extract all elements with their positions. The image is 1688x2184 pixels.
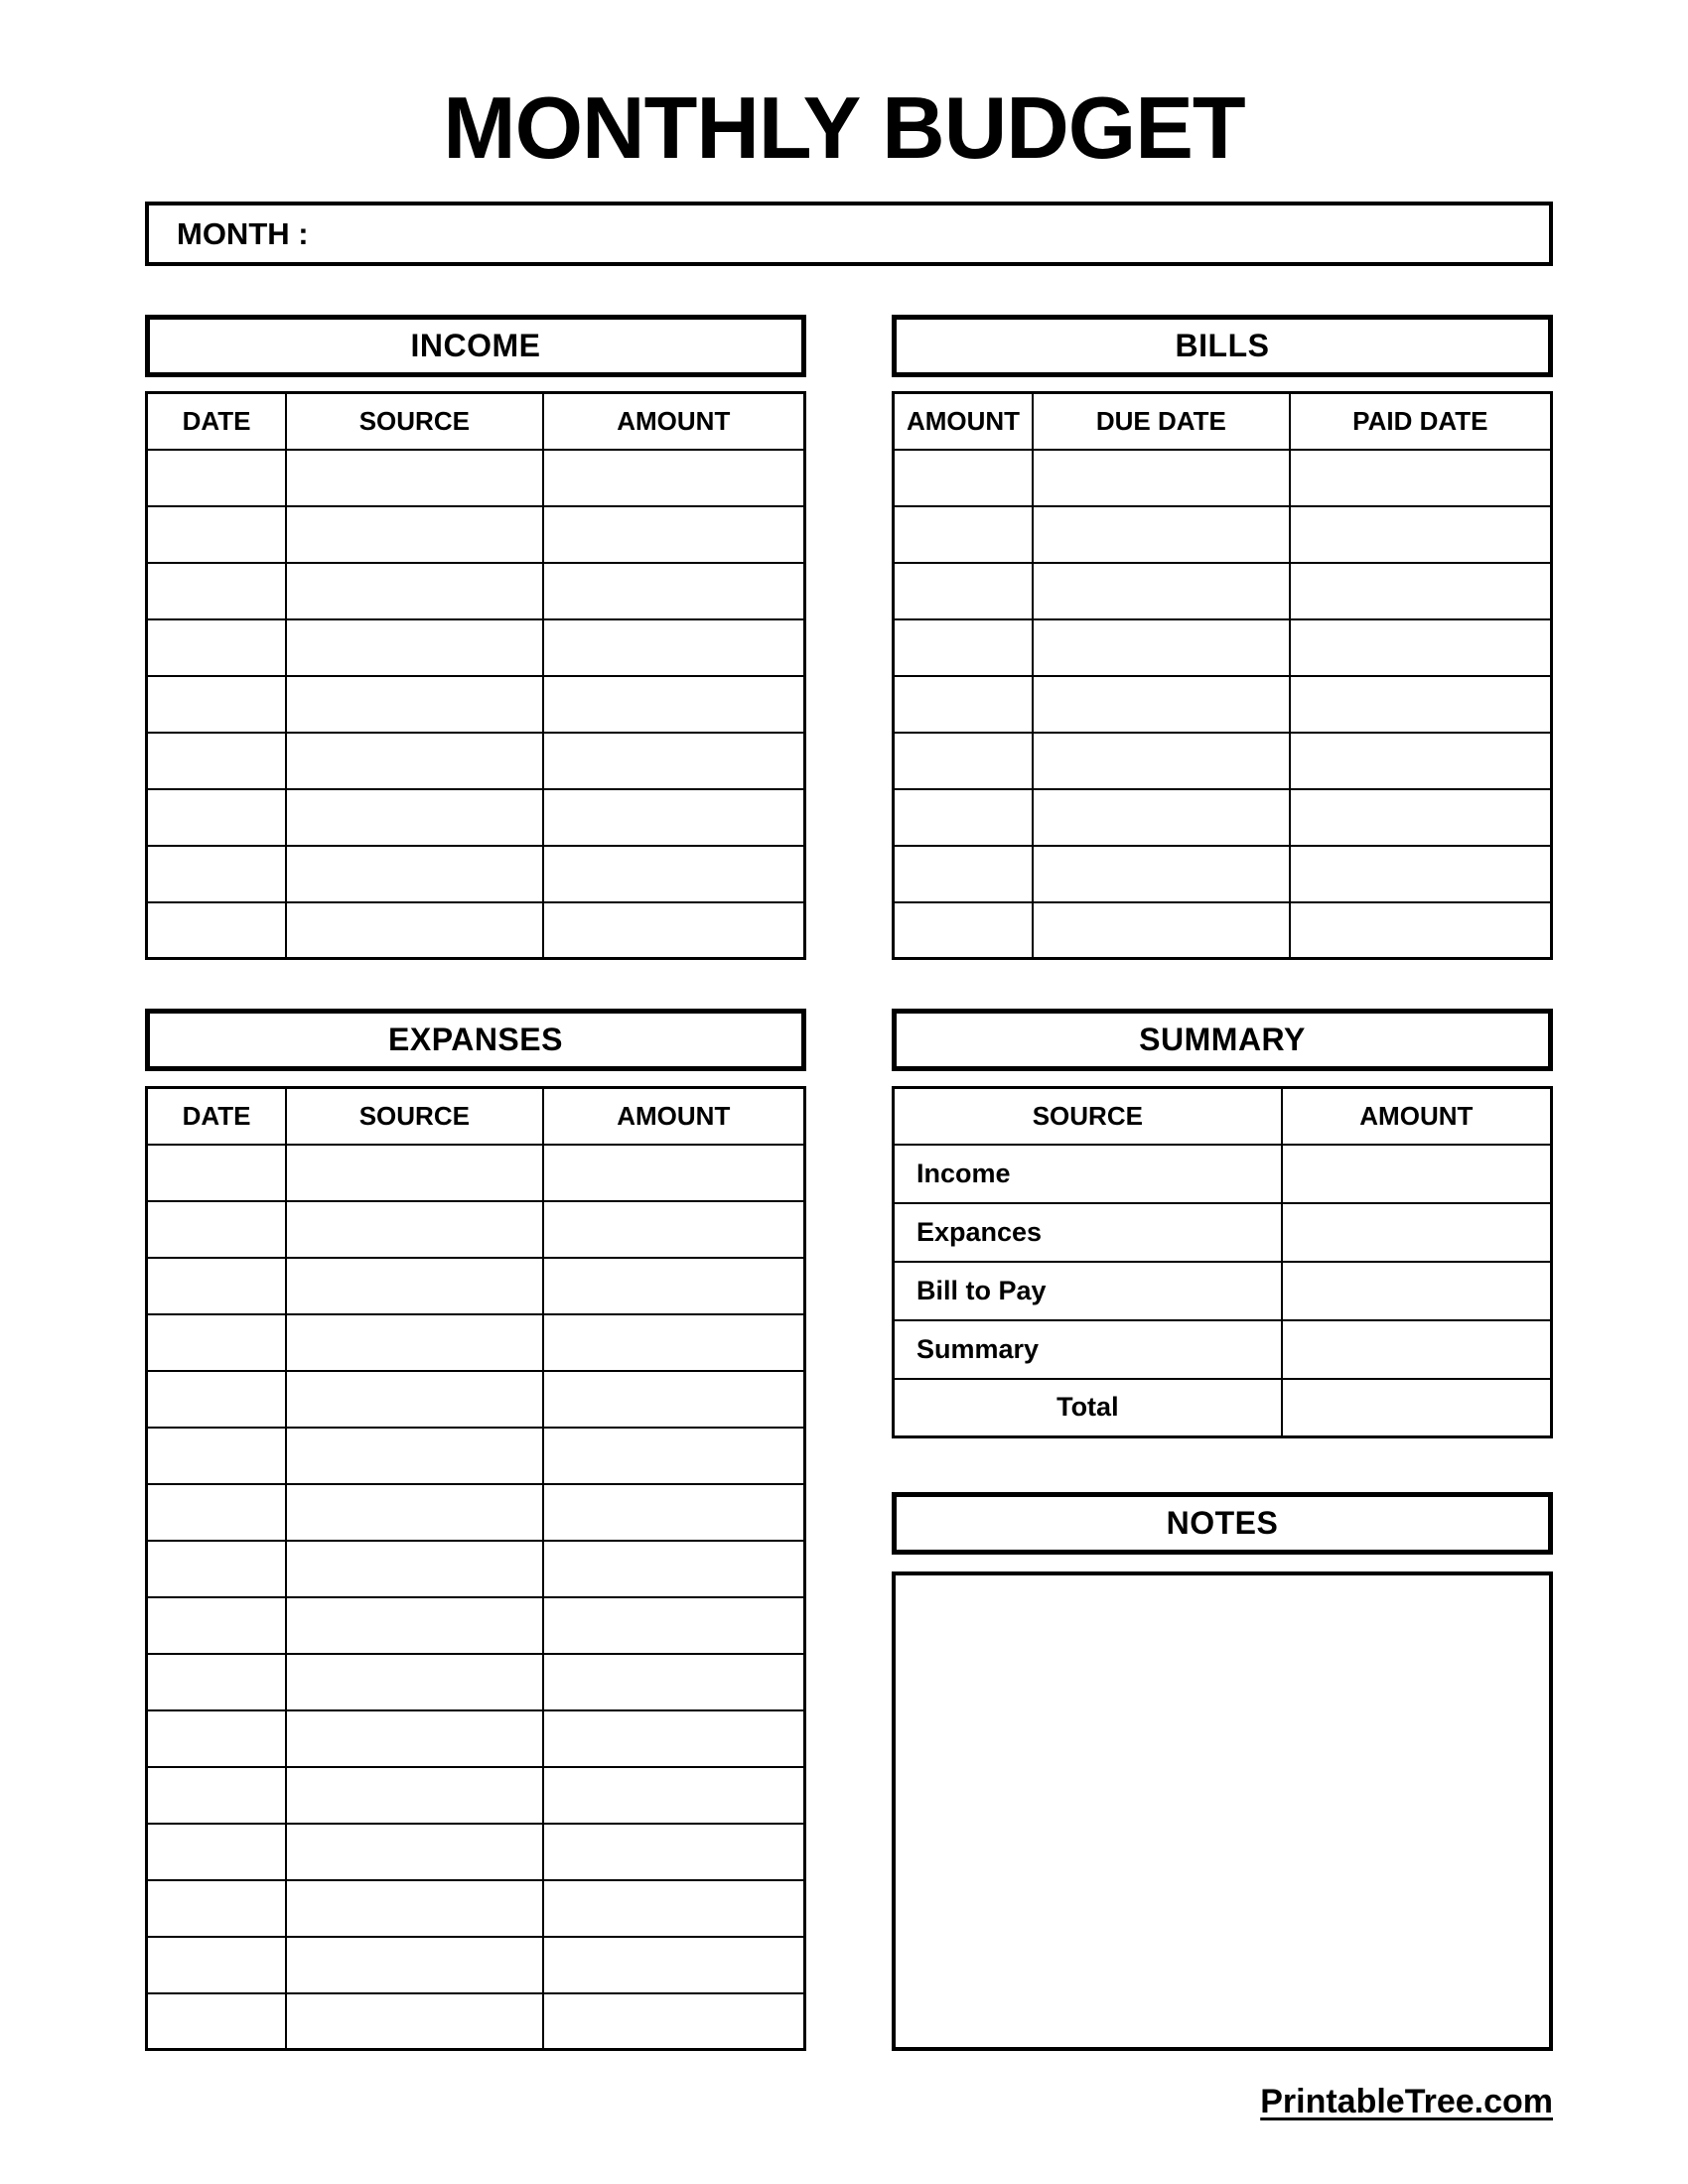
- empty-cell: [147, 902, 287, 959]
- empty-cell: [286, 1824, 543, 1880]
- summary-heading-label: SUMMARY: [1139, 1022, 1306, 1057]
- empty-cell: [286, 1258, 543, 1314]
- empty-cell: [147, 846, 287, 902]
- table-row: [894, 450, 1552, 506]
- empty-cell: [286, 1654, 543, 1710]
- empty-cell: [147, 1314, 287, 1371]
- empty-cell: [543, 1767, 805, 1824]
- expanses-table: [145, 1086, 806, 2051]
- empty-cell: [286, 902, 543, 959]
- column-header-due-date: DUE DATE: [1033, 393, 1290, 450]
- empty-cell: [286, 1597, 543, 1654]
- summary-label-total: Total: [894, 1379, 1282, 1437]
- table-row: [147, 789, 805, 846]
- empty-cell: [543, 1145, 805, 1201]
- empty-cell: [1290, 563, 1552, 619]
- right-column: [892, 315, 1553, 2051]
- empty-cell: [1033, 450, 1290, 506]
- empty-cell: [147, 789, 287, 846]
- empty-cell: [147, 450, 287, 506]
- column-header-source: SOURCE: [286, 393, 543, 450]
- expanses-table-body: [147, 1145, 805, 2050]
- empty-cell: [286, 506, 543, 563]
- empty-cell: [286, 789, 543, 846]
- bills-heading-label: BILLS: [1175, 328, 1270, 363]
- table-row: [147, 902, 805, 959]
- table-row: [894, 676, 1552, 733]
- empty-cell: [286, 1484, 543, 1541]
- summary-table: [892, 1086, 1553, 1438]
- empty-cell: [147, 676, 287, 733]
- summary-table-body: [894, 1145, 1552, 1437]
- empty-cell: [286, 1937, 543, 1993]
- empty-cell: [894, 450, 1034, 506]
- empty-cell: [147, 1145, 287, 1201]
- empty-cell: [1033, 619, 1290, 676]
- table-row: [147, 1258, 805, 1314]
- empty-cell: [286, 1314, 543, 1371]
- notes-heading-label: NOTES: [1166, 1505, 1279, 1541]
- column-header-paid-date: PAID DATE: [1290, 393, 1552, 450]
- table-row: [147, 1428, 805, 1484]
- empty-cell: [543, 1597, 805, 1654]
- empty-cell: [286, 1428, 543, 1484]
- summary-label-income: Income: [894, 1145, 1282, 1203]
- empty-cell: [147, 1654, 287, 1710]
- empty-cell: [543, 1428, 805, 1484]
- empty-cell: [286, 450, 543, 506]
- table-row: [147, 1484, 805, 1541]
- header-row: [147, 1088, 805, 1145]
- summary-section-heading: [892, 1009, 1553, 1071]
- empty-cell: [147, 1258, 287, 1314]
- empty-cell: [543, 450, 805, 506]
- empty-cell: [147, 1201, 287, 1258]
- empty-cell: [286, 1993, 543, 2050]
- empty-cell: [1290, 506, 1552, 563]
- empty-cell: [147, 1937, 287, 1993]
- table-row: [147, 1880, 805, 1937]
- empty-cell: [543, 1993, 805, 2050]
- empty-cell: [147, 1541, 287, 1597]
- table-row: [147, 1371, 805, 1428]
- table-row: [147, 1541, 805, 1597]
- empty-cell: [147, 1993, 287, 2050]
- empty-cell: [286, 1541, 543, 1597]
- table-row: [147, 846, 805, 902]
- income-table: [145, 391, 806, 960]
- empty-cell: [543, 1258, 805, 1314]
- summary-row-income: [894, 1145, 1552, 1203]
- empty-cell: [543, 1314, 805, 1371]
- empty-cell: [543, 1654, 805, 1710]
- column-header-amount: AMOUNT: [1282, 1088, 1552, 1145]
- column-header-amount: AMOUNT: [543, 393, 805, 450]
- empty-cell: [286, 733, 543, 789]
- table-row: [147, 733, 805, 789]
- empty-cell: [894, 676, 1034, 733]
- empty-cell: [286, 1767, 543, 1824]
- column-header-amount: AMOUNT: [894, 393, 1034, 450]
- table-row: [147, 506, 805, 563]
- table-row: [147, 676, 805, 733]
- month-field: [145, 202, 1553, 266]
- table-row: [147, 1201, 805, 1258]
- table-row: [147, 1597, 805, 1654]
- summary-table-header: [894, 1088, 1552, 1145]
- empty-cell: [1290, 902, 1552, 959]
- summary-label-summary: Summary: [894, 1320, 1282, 1379]
- income-section-heading: [145, 315, 806, 377]
- empty-cell: [147, 506, 287, 563]
- empty-cell: [894, 563, 1034, 619]
- empty-cell: [543, 1710, 805, 1767]
- empty-cell: [543, 563, 805, 619]
- expanses-heading-label: EXPANSES: [388, 1022, 563, 1057]
- header-row: [894, 1088, 1552, 1145]
- empty-cell: [1282, 1145, 1552, 1203]
- empty-cell: [894, 902, 1034, 959]
- empty-cell: [147, 1371, 287, 1428]
- empty-cell: [286, 1710, 543, 1767]
- empty-cell: [894, 733, 1034, 789]
- empty-cell: [1033, 902, 1290, 959]
- header-row: [894, 393, 1552, 450]
- notes-writing-area: [892, 1571, 1553, 2051]
- column-header-date: DATE: [147, 393, 287, 450]
- summary-row-summary: [894, 1320, 1552, 1379]
- table-row: [894, 563, 1552, 619]
- empty-cell: [543, 733, 805, 789]
- empty-cell: [286, 846, 543, 902]
- table-row: [147, 450, 805, 506]
- income-table-header: [147, 393, 805, 450]
- empty-cell: [1033, 846, 1290, 902]
- empty-cell: [1290, 846, 1552, 902]
- bills-table-body: [894, 450, 1552, 959]
- summary-label-bill-to-pay: Bill to Pay: [894, 1262, 1282, 1320]
- summary-row-expances: [894, 1203, 1552, 1262]
- column-header-source: SOURCE: [286, 1088, 543, 1145]
- empty-cell: [543, 1880, 805, 1937]
- page-title: MONTHLY BUDGET: [443, 78, 1245, 177]
- empty-cell: [286, 563, 543, 619]
- empty-cell: [147, 1767, 287, 1824]
- month-label: MONTH :: [177, 215, 309, 251]
- column-header-source: SOURCE: [894, 1088, 1282, 1145]
- empty-cell: [147, 1710, 287, 1767]
- table-row: [147, 1993, 805, 2050]
- empty-cell: [147, 1880, 287, 1937]
- empty-cell: [286, 1145, 543, 1201]
- empty-cell: [894, 789, 1034, 846]
- column-header-date: DATE: [147, 1088, 287, 1145]
- table-row: [894, 902, 1552, 959]
- column-header-amount: AMOUNT: [543, 1088, 805, 1145]
- empty-cell: [286, 1880, 543, 1937]
- empty-cell: [1033, 789, 1290, 846]
- expanses-section-heading: [145, 1009, 806, 1071]
- empty-cell: [147, 1597, 287, 1654]
- table-row: [147, 1314, 805, 1371]
- table-row: [894, 789, 1552, 846]
- empty-cell: [1282, 1262, 1552, 1320]
- empty-cell: [894, 846, 1034, 902]
- empty-cell: [147, 619, 287, 676]
- table-row: [894, 733, 1552, 789]
- table-row: [147, 1824, 805, 1880]
- empty-cell: [1290, 789, 1552, 846]
- empty-cell: [147, 1824, 287, 1880]
- empty-cell: [543, 846, 805, 902]
- empty-cell: [286, 676, 543, 733]
- empty-cell: [147, 563, 287, 619]
- empty-cell: [1290, 676, 1552, 733]
- footer-site-link[interactable]: PrintableTree.com: [1260, 2083, 1553, 2120]
- income-heading-label: INCOME: [410, 328, 541, 363]
- empty-cell: [543, 1201, 805, 1258]
- expanses-table-header: [147, 1088, 805, 1145]
- empty-cell: [1290, 619, 1552, 676]
- empty-cell: [543, 676, 805, 733]
- left-column: [145, 315, 806, 2051]
- empty-cell: [543, 902, 805, 959]
- empty-cell: [1282, 1320, 1552, 1379]
- empty-cell: [1033, 676, 1290, 733]
- bills-table-header: [894, 393, 1552, 450]
- table-row: [894, 619, 1552, 676]
- empty-cell: [543, 1484, 805, 1541]
- table-row: [147, 1145, 805, 1201]
- summary-row-total: [894, 1379, 1552, 1437]
- empty-cell: [543, 789, 805, 846]
- table-row: [147, 1767, 805, 1824]
- empty-cell: [543, 1541, 805, 1597]
- table-row: [147, 1654, 805, 1710]
- empty-cell: [543, 506, 805, 563]
- empty-cell: [147, 1484, 287, 1541]
- empty-cell: [147, 733, 287, 789]
- table-row: [894, 506, 1552, 563]
- empty-cell: [543, 619, 805, 676]
- empty-cell: [286, 619, 543, 676]
- table-row: [147, 1937, 805, 1993]
- empty-cell: [1033, 563, 1290, 619]
- empty-cell: [286, 1371, 543, 1428]
- summary-row-bill-to-pay: [894, 1262, 1552, 1320]
- table-row: [147, 1710, 805, 1767]
- empty-cell: [1033, 506, 1290, 563]
- empty-cell: [543, 1824, 805, 1880]
- bills-table: [892, 391, 1553, 960]
- empty-cell: [894, 619, 1034, 676]
- notes-section-heading: [892, 1492, 1553, 1555]
- table-row: [147, 619, 805, 676]
- summary-label-expances: Expances: [894, 1203, 1282, 1262]
- empty-cell: [1290, 450, 1552, 506]
- empty-cell: [286, 1201, 543, 1258]
- table-row: [894, 846, 1552, 902]
- empty-cell: [894, 506, 1034, 563]
- empty-cell: [543, 1371, 805, 1428]
- income-table-body: [147, 450, 805, 959]
- empty-cell: [1282, 1379, 1552, 1437]
- empty-cell: [543, 1937, 805, 1993]
- bills-section-heading: [892, 315, 1553, 377]
- empty-cell: [1282, 1203, 1552, 1262]
- empty-cell: [1033, 733, 1290, 789]
- table-row: [147, 563, 805, 619]
- header-row: [147, 393, 805, 450]
- empty-cell: [147, 1428, 287, 1484]
- empty-cell: [1290, 733, 1552, 789]
